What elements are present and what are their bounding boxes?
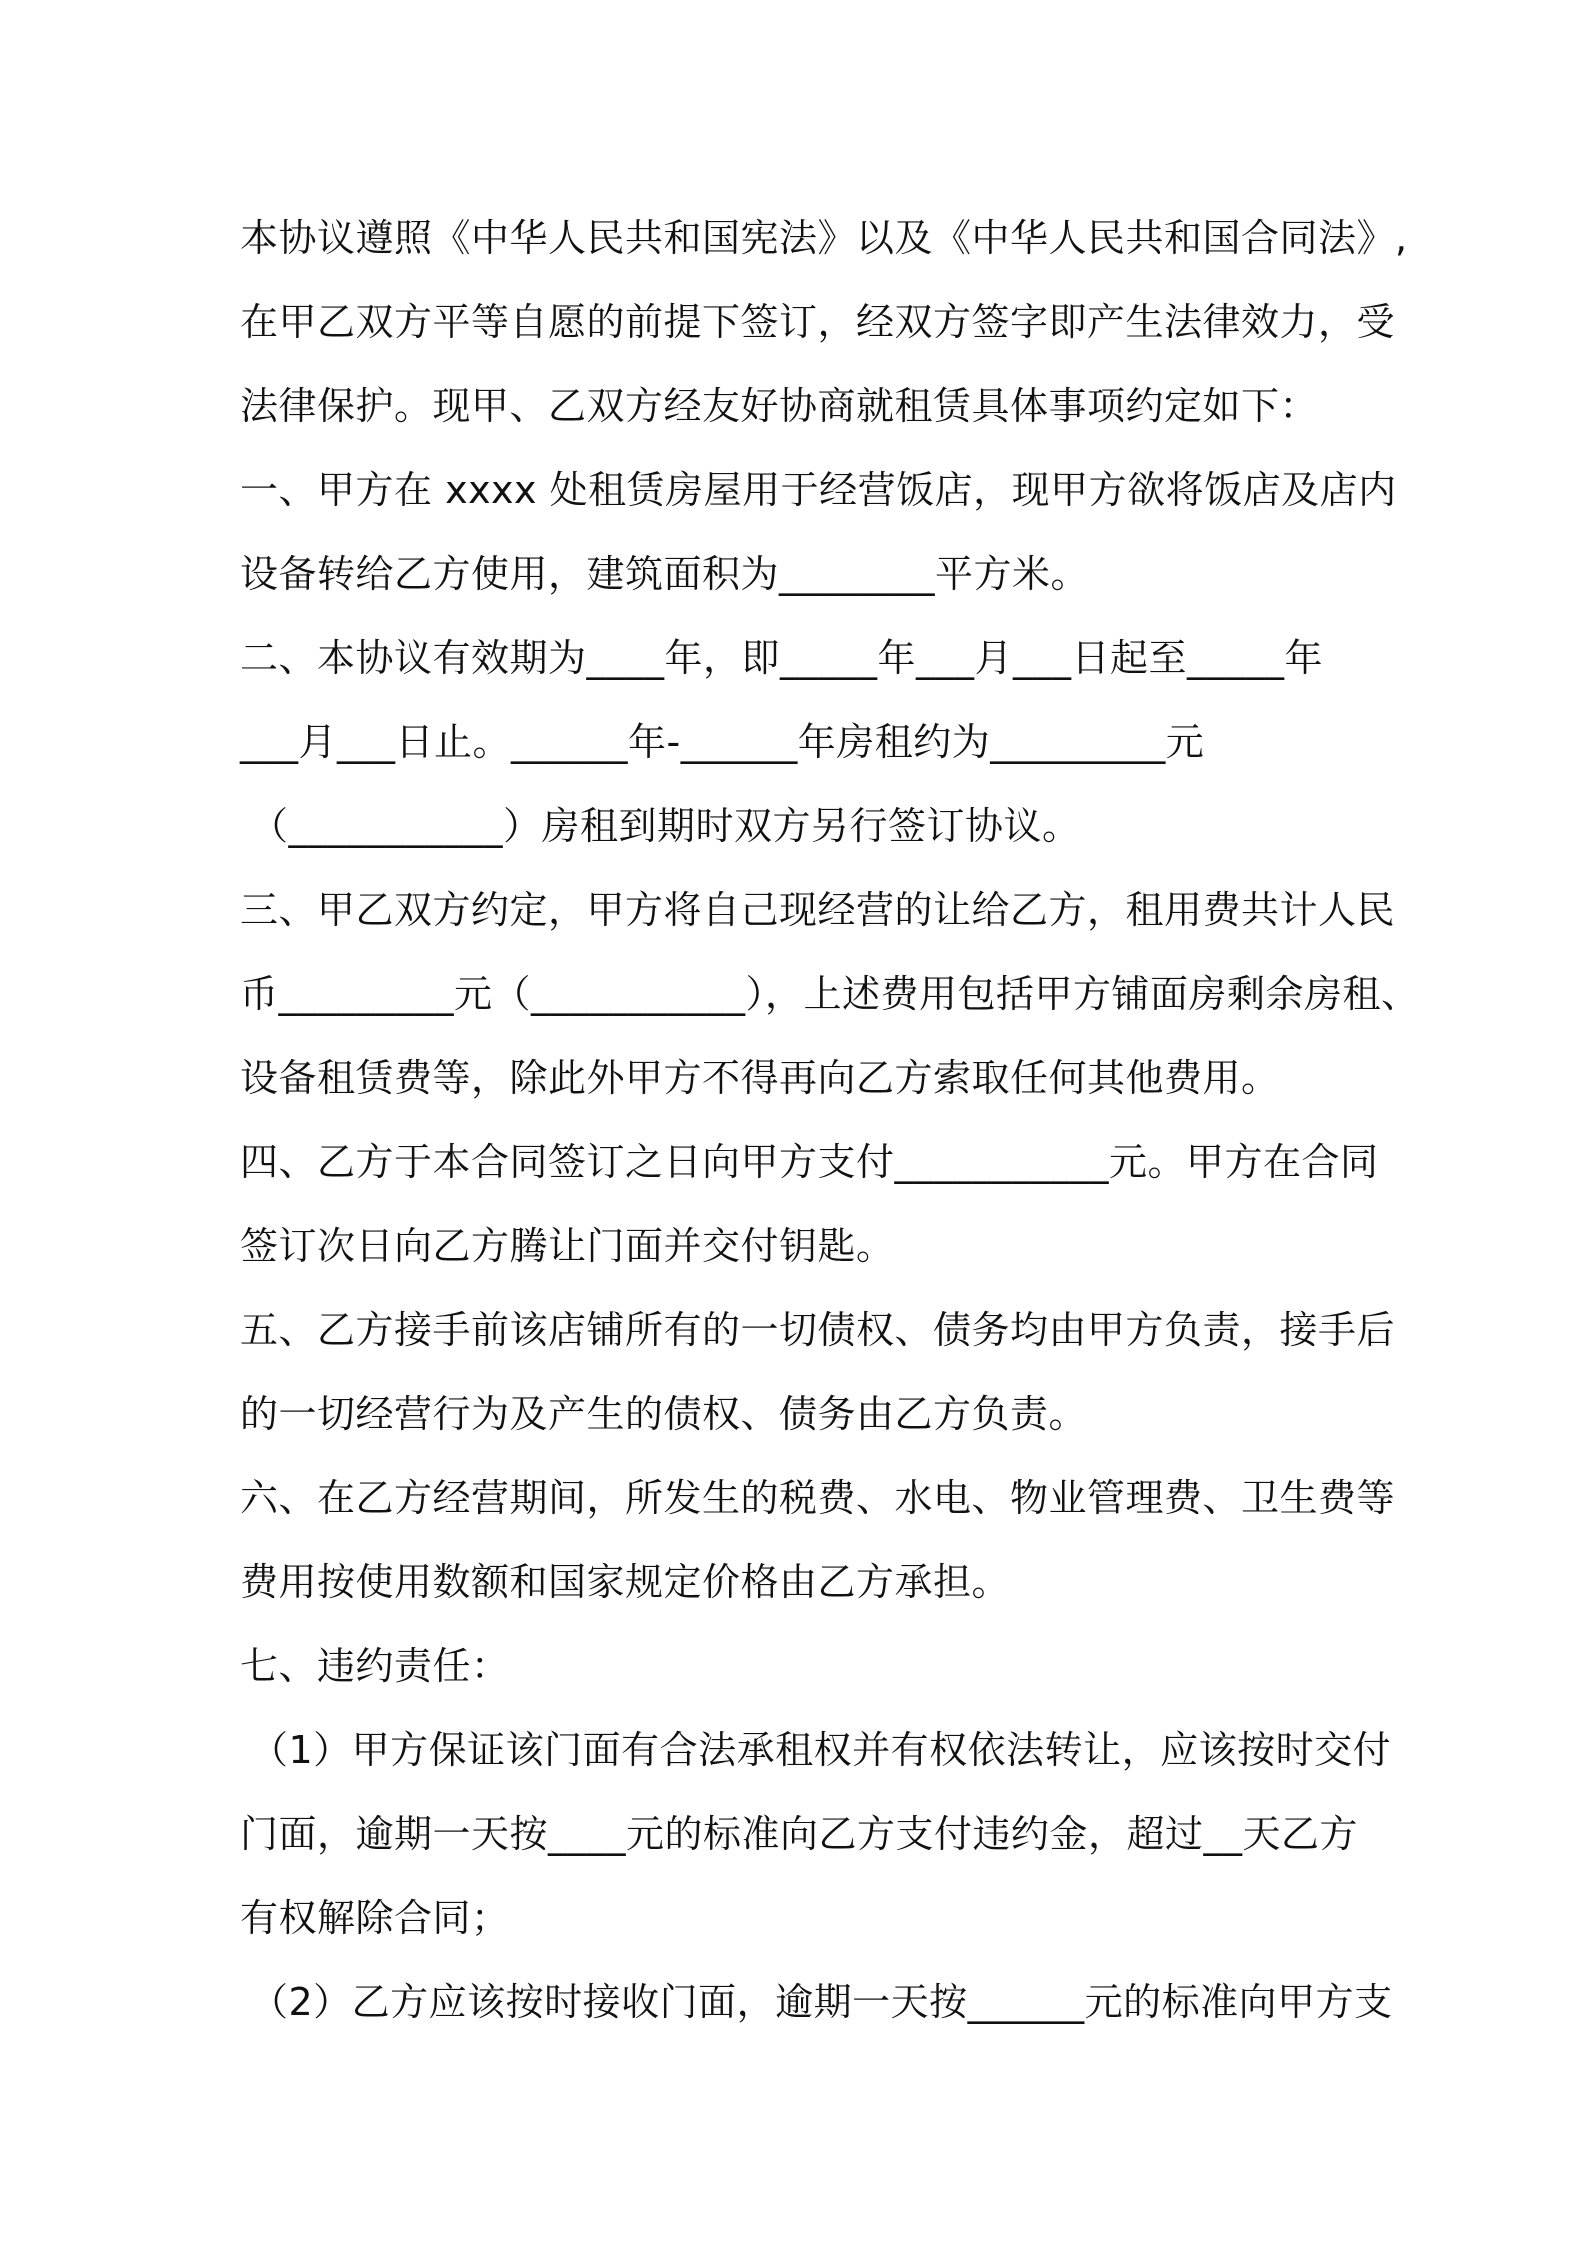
body-line: 在甲乙双方平等自愿的前提下签订，经双方签字即产生法律效力，受 — [240, 300, 1396, 344]
clause-6-line: 费用按使用数额和国家规定价格由乙方承担。 — [240, 1560, 1011, 1604]
clause-3-line: 币_________元（___________），上述费用包括甲方铺面房剩余房租、 — [240, 972, 1420, 1016]
clause-4-line: 四、乙方于本合同签订之日向甲方支付___________元。甲方在合同 — [240, 1140, 1379, 1184]
clause-3-line: 设备租赁费等，除此外甲方不得再向乙方索取任何其他费用。 — [240, 1056, 1280, 1100]
clause-2-line: ___月___日止。______年-______年房租约为_________元 — [240, 720, 1205, 764]
clause-5-line: 的一切经营行为及产生的债权、债务由乙方负责。 — [240, 1392, 1088, 1436]
clause-1-line: 设备转给乙方使用，建筑面积为________平方米。 — [240, 552, 1090, 596]
clause-2-line: （___________）房租到期时双方另行签订协议。 — [250, 804, 1081, 848]
clause-3-line: 三、甲乙双方约定，甲方将自己现经营的让给乙方，租用费共计人民 — [240, 888, 1396, 932]
clause-6-line: 六、在乙方经营期间，所发生的税费、水电、物业管理费、卫生费等 — [240, 1476, 1396, 1520]
clause-7-item-1-line: 有权解除合同； — [240, 1896, 510, 1940]
contract-body — [240, 196, 1420, 2044]
clause-4-line: 签订次日向乙方腾让门面并交付钥匙。 — [240, 1224, 895, 1268]
clause-7-item-1-line: 门面，逾期一天按____元的标准向乙方支付违约金，超过__天乙方 — [240, 1812, 1359, 1856]
clause-1-line: 一、甲方在 xxxx 处租赁房屋用于经营饭店，现甲方欲将饭店及店内 — [240, 468, 1397, 512]
body-line: 法律保护。现甲、乙双方经友好协商就租赁具体事项约定如下： — [240, 384, 1319, 428]
body-line: 本协议遵照《中华人民共和国宪法》以及《中华人民共和国合同法》, — [240, 216, 1408, 260]
clause-7-heading: 七、违约责任： — [240, 1644, 510, 1688]
clause-2-line: 二、本协议有效期为____年，即_____年___月___日起至_____年 — [240, 636, 1324, 680]
clause-7-item-2-line: （2）乙方应该按时接收门面，逾期一天按______元的标准向甲方支 — [250, 1980, 1393, 2024]
clause-5-line: 五、乙方接手前该店铺所有的一切债权、债务均由甲方负责，接手后 — [240, 1308, 1396, 1352]
clause-7-item-1-line: （1）甲方保证该门面有合法承租权并有权依法转让，应该按时交付 — [250, 1728, 1392, 1772]
